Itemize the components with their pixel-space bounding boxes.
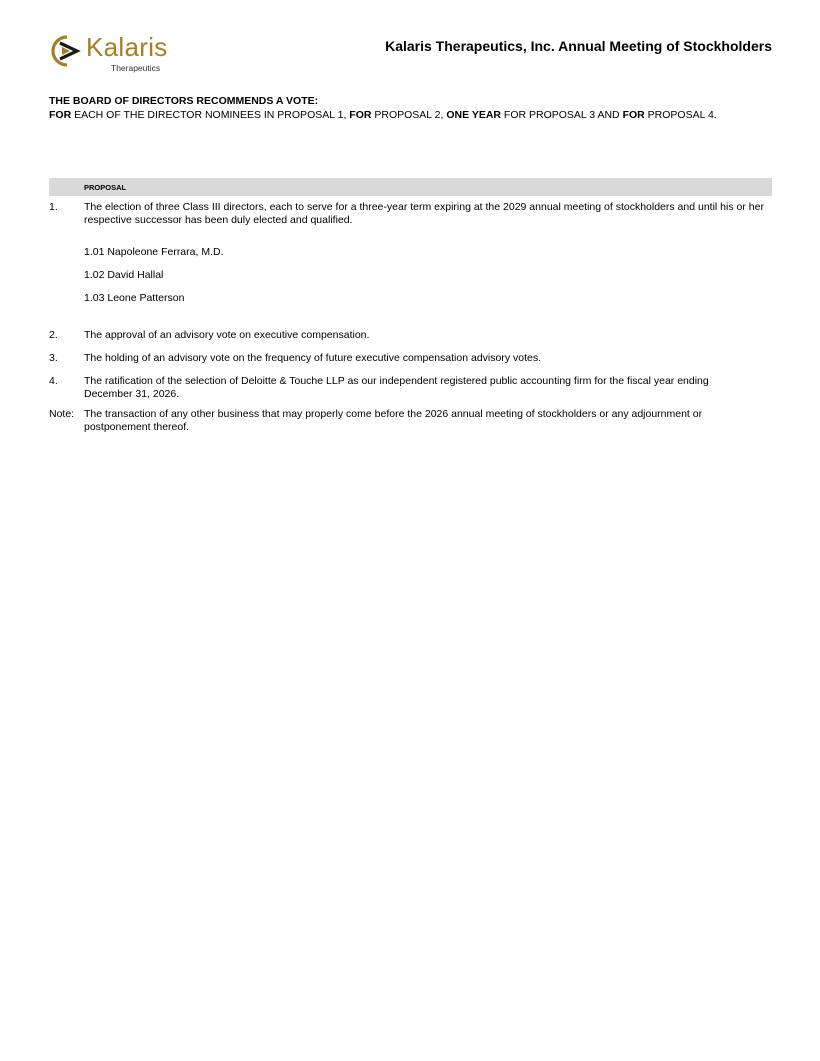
kalaris-logo-mark-icon (50, 34, 86, 68)
recommendation-text (49, 108, 717, 122)
recommendation-text-4: PROPOSAL 4. (644, 109, 717, 121)
recommendation-text-2: PROPOSAL 2, (371, 109, 447, 121)
note-item (49, 408, 772, 433)
recommendation-text-1: EACH OF THE DIRECTOR NOMINEES IN PROPOSAL 1, (71, 109, 350, 121)
proposal-text: The ratification of the selection of Deloitte & Touche LLP as our independent registered public accounting firm for the fiscal year ending December 31, 2026. (84, 375, 709, 400)
proposal-header-bar (49, 178, 772, 196)
proposal-number: 4. (49, 375, 58, 387)
proposal-item-2 (49, 329, 772, 342)
company-logo (50, 34, 180, 76)
proposal-text: The election of three Class III directors, each to serve for a three-year term expiring at the 2029 annual meeting of stockholders and until his or her respective successor has been duly elected and qualified. (84, 201, 764, 226)
recommendation-for-3: FOR (622, 109, 645, 121)
note-text: The transaction of any other business that may properly come before the 2026 annual meeting of stockholders or any adjournment or postponement thereof. (84, 408, 703, 433)
proposal-item-4 (49, 375, 772, 400)
proposal-text: The approval of an advisory vote on executive compensation. (84, 329, 370, 341)
logo-wordmark: Kalaris (86, 32, 168, 62)
note-label: Note: (49, 408, 75, 420)
proposal-item-3 (49, 352, 772, 365)
logo-subtitle: Therapeutics (111, 63, 161, 73)
proposal-header-label: PROPOSAL (84, 183, 127, 192)
recommendation-heading: THE BOARD OF DIRECTORS RECOMMENDS A VOTE: (49, 95, 319, 107)
recommendation-for-1: FOR (49, 109, 72, 121)
proposal-number: 3. (49, 352, 58, 364)
recommendation-one-year: ONE YEAR (446, 109, 501, 121)
nominee-item: 1.01 Napoleone Ferrara, M.D. (84, 246, 224, 258)
nominee-item: 1.02 David Hallal (84, 269, 164, 281)
page-title: Kalaris Therapeutics, Inc. Annual Meeting of Stockholders (385, 38, 772, 54)
proposal-number: 1. (49, 201, 58, 213)
recommendation-for-2: FOR (349, 109, 372, 121)
proposal-text: The holding of an advisory vote on the frequency of future executive compensation advisory votes. (84, 352, 542, 364)
board-recommendation (49, 94, 717, 122)
nominee-item: 1.03 Leone Patterson (84, 292, 185, 304)
proposal-item-1 (49, 201, 772, 226)
recommendation-text-3: FOR PROPOSAL 3 AND (501, 109, 623, 121)
proposal-number: 2. (49, 329, 58, 341)
